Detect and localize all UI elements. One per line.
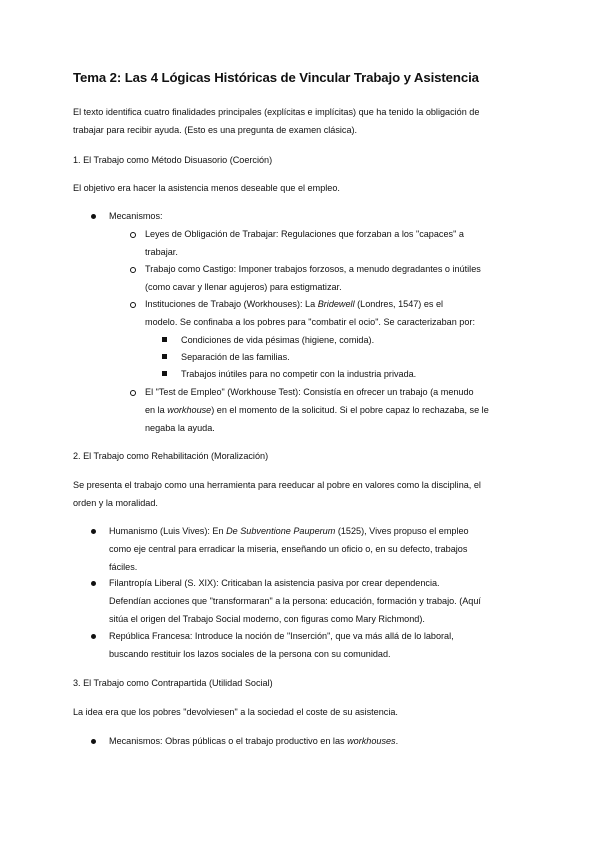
- item-castigo-line-1: Trabajo como Castigo: Imponer trabajos forzosos, a menudo degradantes o inútiles: [145, 264, 481, 274]
- item-test-line-1: El "Test de Empleo" (Workhouse Test): Consistía en ofrecer un trabajo (a menudo: [145, 387, 474, 397]
- section-1-heading: 1. El Trabajo como Método Disuasorio (Coerción): [73, 155, 273, 165]
- bullet-circle-icon: [130, 267, 136, 273]
- item-filantropia-line-1: Filantropía Liberal (S. XIX): Criticaban la asistencia pasiva por crear dependencia.: [109, 578, 440, 588]
- item-test-line-3: negaba la ayuda.: [145, 423, 215, 433]
- subitem-trabajos-inutiles: Trabajos inútiles para no competir con la industria privada.: [181, 369, 417, 379]
- section-1-paragraph: El objetivo era hacer la asistencia menos deseable que el empleo.: [73, 183, 340, 193]
- bullet-circle-icon: [130, 232, 136, 238]
- intro-line-2: trabajar para recibir ayuda. (Esto es una pregunta de examen clásica).: [73, 125, 358, 135]
- item-humanismo-line-1: Humanismo (Luis Vives): En De Subventione Pauperum (1525), Vives propuso el empleo: [109, 526, 469, 536]
- section-2-paragraph-line-1: Se presenta el trabajo como una herramienta para reeducar al pobre en valores como la disciplina, el: [73, 480, 481, 490]
- item-humanismo-line-2: como eje central para erradicar la miseria, enseñando un oficio o, en su defecto, trabajos: [109, 544, 468, 554]
- item-leyes-line-1: Leyes de Obligación de Trabajar: Regulaciones que forzaban a los "capaces" a: [145, 229, 464, 239]
- section-3-heading: 3. El Trabajo como Contrapartida (Utilidad Social): [73, 678, 273, 688]
- document-title: Tema 2: Las 4 Lógicas Históricas de Vincular Trabajo y Asistencia: [73, 70, 479, 85]
- item-filantropia-line-3: sitúa el origen del Trabajo Social moderno, con figuras como Mary Richmond).: [109, 614, 425, 624]
- bullet-circle-icon: [130, 390, 136, 396]
- section-2-heading: 2. El Trabajo como Rehabilitación (Moralización): [73, 451, 269, 461]
- item-mecanismos-s3: Mecanismos: Obras públicas o el trabajo productivo en las workhouses.: [109, 736, 399, 746]
- item-republica-line-1: República Francesa: Introduce la noción de "Inserción", que va más allá de lo laboral,: [109, 631, 454, 641]
- item-test-line-2: en la workhouse) en el momento de la solicitud. Si el pobre capaz lo rechazaba, se le: [145, 405, 489, 415]
- bullet-square-icon: [162, 354, 167, 359]
- item-leyes-line-2: trabajar.: [145, 247, 178, 257]
- section-3-paragraph: La idea era que los pobres "devolviesen" a la sociedad el coste de su asistencia.: [73, 707, 398, 717]
- subitem-condiciones: Condiciones de vida pésimas (higiene, comida).: [181, 335, 375, 345]
- bullet-square-icon: [162, 371, 167, 376]
- bullet-square-icon: [162, 337, 167, 342]
- bullet-dot-icon: [91, 529, 96, 534]
- bullet-dot-icon: [91, 739, 96, 744]
- item-instituciones-line-2: modelo. Se confinaba a los pobres para "combatir el ocio". Se caracterizaban por:: [145, 317, 475, 327]
- intro-line-1: El texto identifica cuatro finalidades principales (explícitas e implícitas) que ha tenido la obligación de: [73, 107, 480, 117]
- section-2-paragraph-line-2: orden y la moralidad.: [73, 498, 158, 508]
- subitem-separacion: Separación de las familias.: [181, 352, 290, 362]
- bullet-circle-icon: [130, 302, 136, 308]
- bullet-dot-icon: [91, 214, 96, 219]
- item-filantropia-line-2: Defendían acciones que "transformaran" a la persona: educación, formación y trabajo. (Aquí: [109, 596, 481, 606]
- bullet-dot-icon: [91, 581, 96, 586]
- bullet-dot-icon: [91, 634, 96, 639]
- item-instituciones-line-1: Instituciones de Trabajo (Workhouses): La Bridewell (Londres, 1547) es el: [145, 299, 444, 309]
- item-humanismo-line-3: fáciles.: [109, 562, 138, 572]
- item-republica-line-2: buscando restituir los lazos sociales de la persona con su comunidad.: [109, 649, 391, 659]
- item-castigo-line-2: (como cavar y llenar agujeros) para estigmatizar.: [145, 282, 342, 292]
- mecanismos-label: Mecanismos:: [109, 211, 163, 221]
